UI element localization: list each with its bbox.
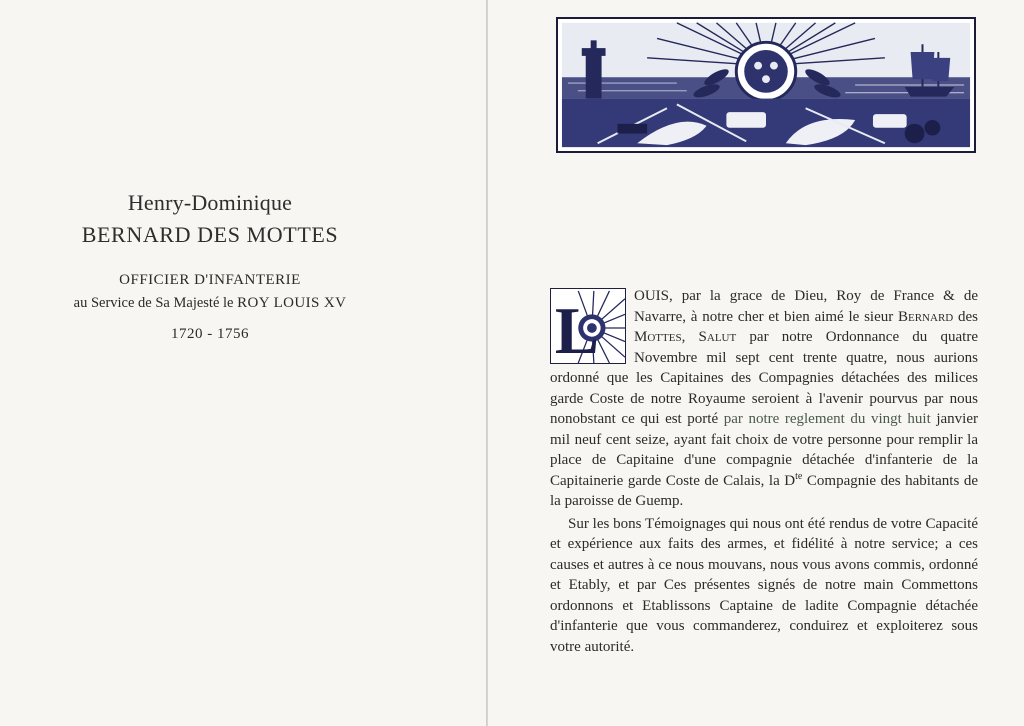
left-page xyxy=(0,0,486,726)
p1-bernard: Bernard xyxy=(898,308,954,325)
p1-mottes: Mottes xyxy=(634,329,682,345)
service-prefix: au Service de Sa Majesté le xyxy=(73,295,238,311)
dropcap-sun-emblem-icon xyxy=(550,288,626,364)
service-years: 1720 - 1756 xyxy=(171,326,249,342)
service-line xyxy=(0,295,420,312)
p1-sup: te xyxy=(795,470,803,482)
officer-surname: BERNARD DES MOTTES xyxy=(81,222,339,247)
officer-rank: OFFICIER D'INFANTERIE xyxy=(119,272,301,288)
paragraph-1 xyxy=(550,286,978,512)
letters-patent-text xyxy=(550,286,978,657)
p1-run6: Compagnie des habitants de la paroisse de Guemp. xyxy=(550,472,978,509)
title-block xyxy=(0,190,420,343)
p1-run2: des xyxy=(953,308,978,325)
p1-run4: par notre Ordonnance du quatre Novembre mil sept cent trente quatre, nous aurions ordonné que les Capitaines des Compagnies détachées des milices garde Coste de notre Royaume seroient à l'avenir pourvus par nous nonobstant ce qui est porté xyxy=(550,329,978,427)
officer-first-name: Henry-Dominique xyxy=(127,190,293,215)
right-page xyxy=(488,0,1024,726)
p1-run5: janvier mil neuf cent seize, ayant fait choix de votre personne pour remplir la place de Capitaine d'une compagnie détachée d'infanterie de la Capitainerie garde Coste de Calais, la D xyxy=(550,411,978,489)
p1-tinted: par notre reglement du vingt huit xyxy=(723,411,931,427)
p1-run1: OUIS, par la grace de Dieu, Roy de France & de Navarre, à notre cher et bien aimé le sieur xyxy=(634,288,978,325)
dropcap-letter: L xyxy=(554,295,600,363)
service-king: ROY LOUIS XV xyxy=(237,295,347,311)
paragraph-2: Sur les bons Témoignages qui nous ont été rendus de votre Capacité et expérience aux faits des armes, et fidélité à notre service; a ces causes et autres à ce nous mouvans, nous vous avons commis, ordonné et Etably, et par Ces présentes signés de notre main Commettons ordonnons et Etablissons Captaine de ladite Compagnie détachée d'infanterie que vous commanderez, conduirez et exploiterez sous votre autorité. xyxy=(550,515,978,655)
p1-salut: Salut xyxy=(698,329,737,345)
royal-arms-woodcut-icon xyxy=(556,17,976,153)
p1-run3: , xyxy=(681,329,699,345)
